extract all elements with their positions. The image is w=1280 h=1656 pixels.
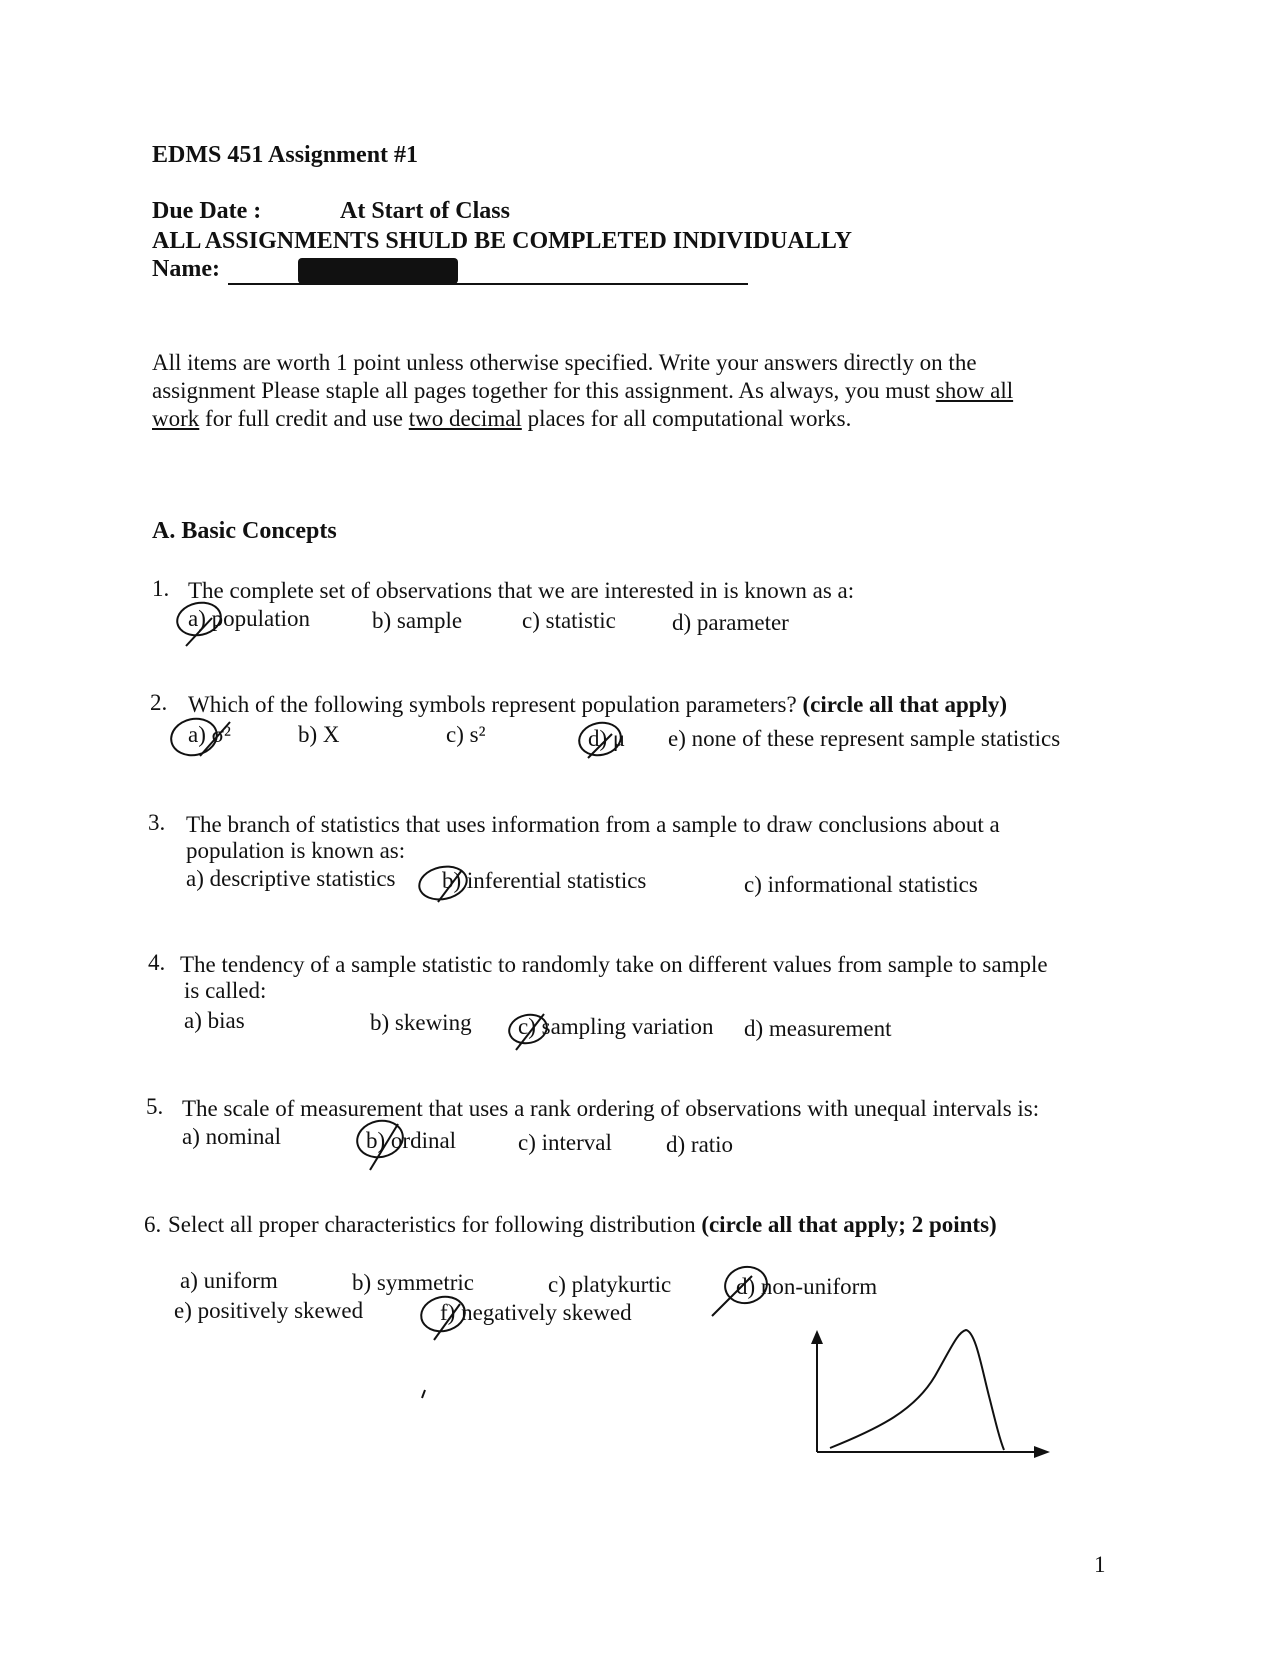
q2-option-c: c) s² xyxy=(446,722,486,747)
q5-option-a: a) nominal xyxy=(182,1124,281,1149)
q2-option-b: b) X xyxy=(298,722,340,747)
q6-text-bold: (circle all that apply; 2 points) xyxy=(701,1212,997,1237)
q6-option-f: f) negatively skewed xyxy=(440,1300,632,1325)
instructions-line-3-mid: for full credit and use xyxy=(199,406,409,431)
q4-option-c: c) sampling variation xyxy=(518,1014,714,1039)
q2-option-e: e) none of these represent sample statistics xyxy=(668,726,1061,751)
instructions-line-3-end: places for all computational works. xyxy=(521,406,852,431)
q4-option-d: d) measurement xyxy=(744,1016,892,1041)
q5-text: The scale of measurement that uses a rank ordering of observations with unequal intervals is: xyxy=(182,1096,1040,1121)
distribution-y-arrow xyxy=(811,1330,823,1344)
q3-number: 3. xyxy=(148,810,166,835)
instructions-two-decimal: two decimal xyxy=(408,406,522,431)
q5-option-b: b) ordinal xyxy=(366,1128,457,1153)
q1-text: The complete set of observations that we are interested in is known as a: xyxy=(188,578,855,603)
q1-option-c: c) statistic xyxy=(522,608,616,633)
page-number: 1 xyxy=(1094,1552,1106,1577)
q3-option-b: b) inferential statistics xyxy=(442,868,647,893)
q4-text-line-1: The tendency of a sample statistic to randomly take on different values from sample to sample xyxy=(180,952,1048,977)
q6-option-b: b) symmetric xyxy=(352,1270,474,1295)
q3-pen-tick xyxy=(438,870,462,902)
q3-text-line-1: The branch of statistics that uses information from a sample to draw conclusions about a xyxy=(186,812,1000,837)
q4-text-line-2: is called: xyxy=(184,978,267,1003)
q4-number: 4. xyxy=(148,950,166,975)
q1-pen-tick xyxy=(186,618,212,646)
due-date-label: Due Date : xyxy=(152,198,262,224)
assignment-title: EDMS 451 Assignment #1 xyxy=(152,142,419,168)
q1-option-d: d) parameter xyxy=(672,610,789,635)
q2-text-main: Which of the following symbols represent population parameters? xyxy=(188,692,797,717)
q1-number: 1. xyxy=(152,576,170,601)
due-date-value: At Start of Class xyxy=(340,198,510,224)
q2-text-bold: (circle all that apply) xyxy=(802,692,1008,717)
distribution-curve xyxy=(830,1330,1004,1450)
q6-option-c: c) platykurtic xyxy=(548,1272,672,1297)
q6-option-d: d) non-uniform xyxy=(736,1274,878,1299)
instructions-line-1: All items are worth 1 point unless otherwise specified. Write your answers directly on the xyxy=(152,350,977,375)
q2-number: 2. xyxy=(150,690,168,715)
q1-option-a: a) population xyxy=(188,606,310,631)
q1-option-b: b) sample xyxy=(372,608,463,633)
q5-number: 5. xyxy=(146,1094,164,1119)
q5-option-d: d) ratio xyxy=(666,1132,734,1157)
q2-pen-tick-d xyxy=(588,734,612,758)
q4-pen-tick xyxy=(516,1014,544,1050)
q5-pen-tick xyxy=(370,1124,398,1170)
q6-option-a: a) uniform xyxy=(180,1268,278,1293)
stray-mark xyxy=(422,1390,425,1398)
q5-option-c: c) interval xyxy=(518,1130,612,1155)
distribution-x-arrow xyxy=(1034,1446,1050,1458)
q6-text-main: Select all proper characteristics for following distribution xyxy=(168,1212,696,1237)
q6-number: 6. xyxy=(144,1212,162,1237)
q2-option-a: a) σ² xyxy=(188,722,231,747)
instructions-line-2-text: assignment Please staple all pages together for this assignment. As always, you must xyxy=(152,378,931,403)
q3-option-a: a) descriptive statistics xyxy=(186,866,396,891)
q6-pen-tick-d xyxy=(712,1276,752,1316)
q3-option-c: c) informational statistics xyxy=(744,872,978,897)
q4-option-b: b) skewing xyxy=(370,1010,472,1035)
q4-option-a: a) bias xyxy=(184,1008,245,1033)
q2-option-d: d) μ xyxy=(588,726,626,751)
name-label: Name: xyxy=(152,256,220,282)
q2-pen-tick-a xyxy=(200,722,230,756)
q3-text-line-2: population is known as: xyxy=(186,838,406,863)
instructions-show-all: show all xyxy=(935,378,1014,403)
section-title: A. Basic Concepts xyxy=(152,518,337,544)
instructions-work: work xyxy=(152,406,200,431)
q6-pen-tick-f xyxy=(434,1304,460,1340)
individual-notice: ALL ASSIGNMENTS SHULD BE COMPLETED INDIVIDUALLY xyxy=(152,228,852,254)
q6-option-e: e) positively skewed xyxy=(174,1298,364,1323)
